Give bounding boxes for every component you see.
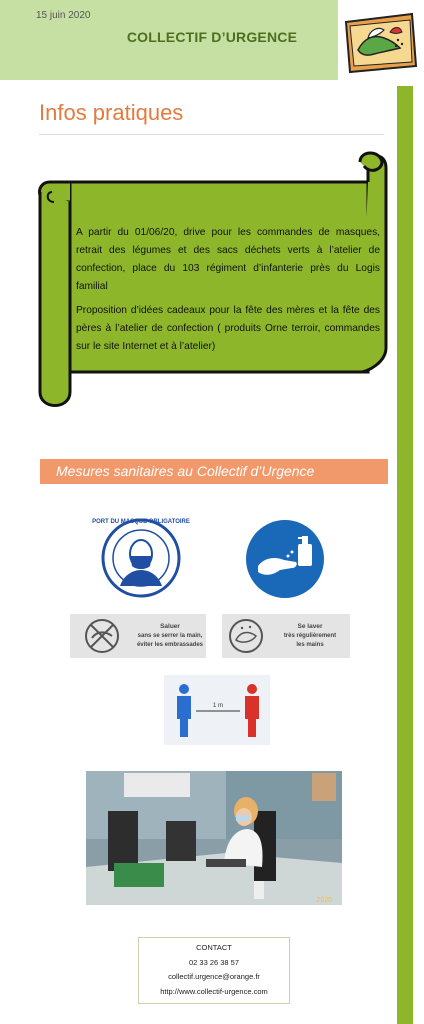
organization-title: COLLECTIF D’URGENCE [126,29,298,45]
contact-phone: 02 33 26 38 57 [188,957,240,967]
title-divider [39,134,384,135]
hands-heart-logo-icon [340,8,420,78]
mask-mandatory-icon [92,514,190,600]
office-worker-photo [86,771,342,905]
wash-line-2: très régulièrement [283,633,337,639]
photo-stamp: 2020 [316,897,332,904]
distance-label: 1 m [212,703,224,709]
sanitary-measures-banner: Mesures sanitaires au Collectif d’Urgence [40,459,388,484]
no-handshake-icon [70,614,206,658]
contact-email[interactable]: collectif.urgence@orange.fr [168,972,260,981]
mask-ring-text: PORT DU MASQUE OBLIGATOIRE [92,519,190,525]
issue-date: 15 juin 2020 [36,10,91,21]
wash-line-1: Se laver [297,623,323,630]
hand-sanitizer-icon [244,518,326,600]
contact-website[interactable]: http://www.collectif-urgence.com [160,986,268,996]
greeting-line-3: éviter les embrassades [136,642,204,648]
right-accent-bar [397,86,413,1024]
contact-box [138,937,290,1004]
contact-heading: CONTACT [196,943,232,952]
scroll-text [76,224,380,362]
info-paragraph-gifts: Proposition d’idées cadeaux pour la fête des mères et la fête des pères à l’atelier de confection ( produits Orne terroir, commandes sur le site Internet et à l’atelier) [76,305,380,352]
info-paragraph-drive: A partir du 01/06/20, drive pour les commandes de masques, retrait des légumes et des sacs déchets verts à l’atelier de confection, place du 103 régiment d’infanterie près du Logis familial [76,227,380,292]
wash-line-3: les mains [296,642,324,648]
social-distance-icon [164,675,270,745]
header-band [0,0,338,80]
greeting-line-2: sans se serrer la main, [137,633,203,639]
greeting-line-1: Saluer [160,623,180,630]
section-title: Infos pratiques [39,100,184,125]
wash-hands-icon [222,614,350,658]
